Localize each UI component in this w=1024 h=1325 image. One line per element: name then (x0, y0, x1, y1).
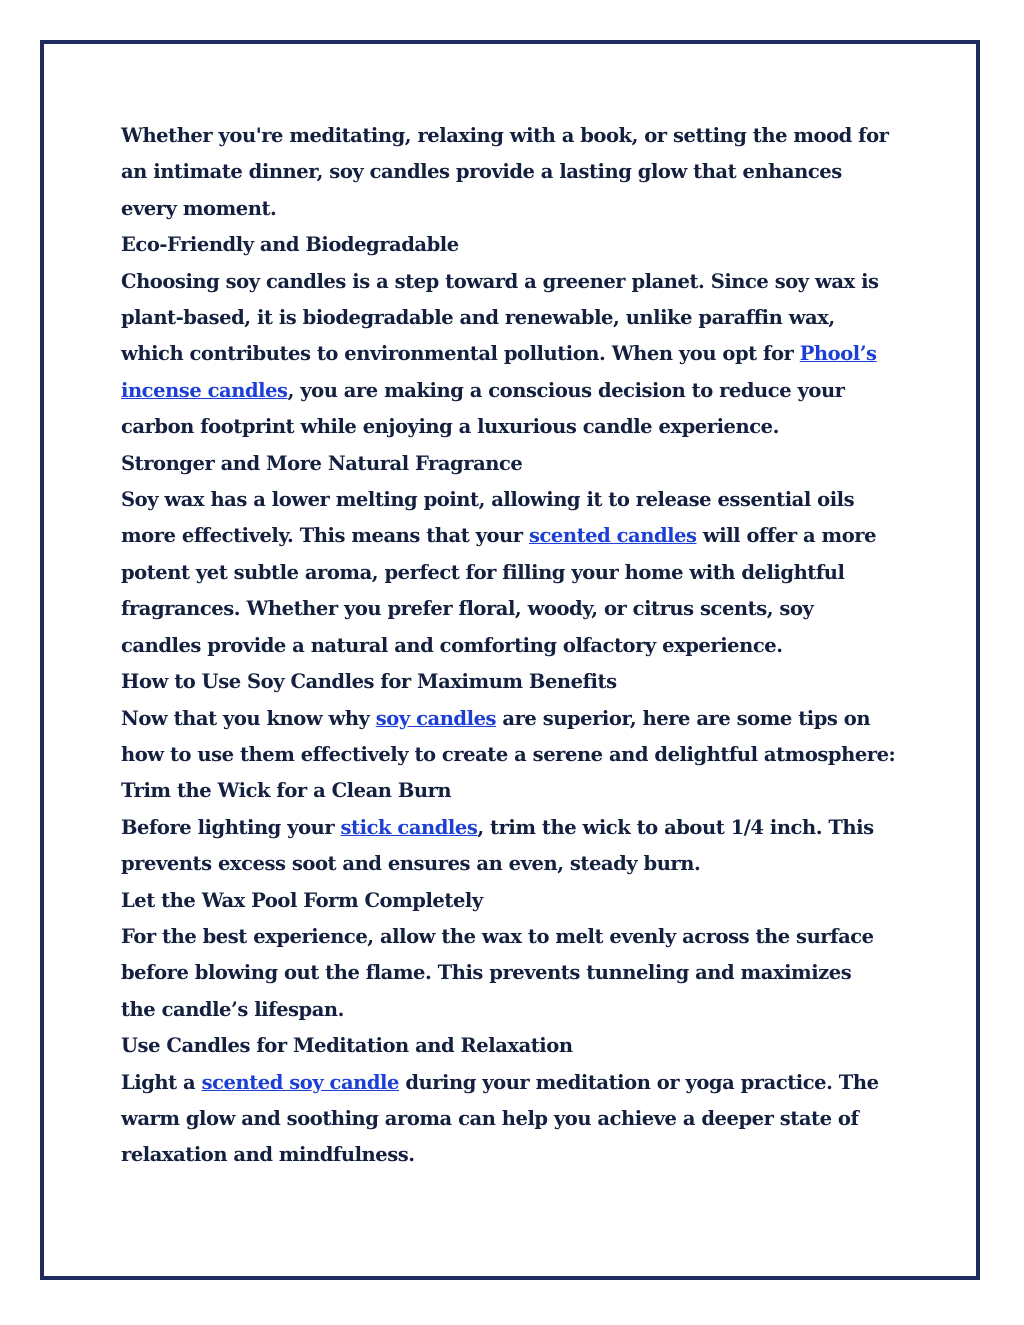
text-run: For the best experience, allow the wax to melt evenly across the surface (121, 924, 874, 948)
text-line (121, 737, 921, 773)
text-run: Soy wax has a lower melting point, allowing it to release essential oils (121, 488, 855, 512)
inline-link[interactable]: stick candles (340, 815, 478, 839)
text-run: plant-based, it is biodegradable and renewable, unlike paraffin wax, (121, 306, 835, 330)
text-line (121, 992, 921, 1028)
text-line (121, 336, 921, 372)
text-line (121, 773, 921, 809)
inline-link[interactable]: scented candles (528, 524, 697, 548)
text-run: potent yet subtle aroma, perfect for filling your home with delightful (121, 560, 845, 584)
text-line (121, 154, 921, 190)
text-line (121, 846, 921, 882)
text-run: , trim the wick to about 1/4 inch. This (477, 815, 874, 839)
text-line (121, 664, 921, 700)
text-run: more effectively. This means that your (121, 524, 529, 548)
text-run: Trim the Wick for a Clean Burn (121, 779, 452, 803)
text-run: carbon footprint while enjoying a luxurious candle experience. (121, 415, 779, 439)
text-line (121, 518, 921, 554)
document-body (121, 118, 921, 1174)
text-run: Light a (121, 1070, 202, 1094)
text-line (121, 191, 921, 227)
text-run: Stronger and More Natural Fragrance (121, 451, 523, 475)
text-line (121, 955, 921, 991)
inline-link[interactable]: Phool’s (799, 342, 877, 366)
text-line (121, 1065, 921, 1101)
text-run: Now that you know why (121, 706, 376, 730)
text-run: which contributes to environmental pollution. When you opt for (121, 342, 800, 366)
text-run: every moment. (121, 196, 277, 220)
text-run: candles provide a natural and comforting olfactory experience. (121, 633, 783, 657)
text-run: prevents excess soot and ensures an even, steady burn. (121, 852, 701, 876)
text-line (121, 227, 921, 263)
text-run: , you are making a conscious decision to reduce your (287, 378, 845, 402)
text-run: Let the Wax Pool Form Completely (121, 888, 483, 912)
inline-link[interactable]: incense candles (121, 378, 288, 402)
text-run: fragrances. Whether you prefer floral, woody, or citrus scents, soy (121, 597, 814, 621)
text-run: during your meditation or yoga practice. The (398, 1070, 879, 1094)
text-line (121, 118, 921, 154)
text-run: Use Candles for Meditation and Relaxation (121, 1034, 573, 1058)
text-run: will offer a more (696, 524, 877, 548)
text-line (121, 373, 921, 409)
text-line (121, 628, 921, 664)
text-run: the candle’s lifespan. (121, 997, 344, 1021)
text-line (121, 1028, 921, 1064)
inline-link[interactable]: scented soy candle (201, 1070, 399, 1094)
text-run: are superior, here are some tips on (496, 706, 871, 730)
text-line (121, 1101, 921, 1137)
text-run: How to Use Soy Candles for Maximum Benefits (121, 670, 617, 694)
text-line (121, 409, 921, 445)
text-run: before blowing out the flame. This prevents tunneling and maximizes (121, 961, 852, 985)
text-line (121, 446, 921, 482)
text-run: Whether you're meditating, relaxing with a book, or setting the mood for (121, 124, 889, 147)
text-line (121, 919, 921, 955)
text-line (121, 555, 921, 591)
text-line (121, 1137, 921, 1173)
inline-link[interactable]: soy candles (375, 706, 497, 730)
text-run: warm glow and soothing aroma can help you achieve a deeper state of (121, 1106, 859, 1130)
text-line (121, 701, 921, 737)
text-line (121, 482, 921, 518)
text-line (121, 883, 921, 919)
text-line (121, 264, 921, 300)
text-run: an intimate dinner, soy candles provide a lasting glow that enhances (121, 160, 842, 184)
text-line (121, 810, 921, 846)
text-run: relaxation and mindfulness. (121, 1143, 415, 1167)
text-line (121, 591, 921, 627)
text-run: Eco-Friendly and Biodegradable (121, 233, 459, 257)
text-line (121, 300, 921, 336)
text-run: Choosing soy candles is a step toward a greener planet. Since soy wax is (121, 269, 879, 293)
text-run: Before lighting your (121, 815, 341, 839)
text-run: how to use them effectively to create a serene and delightful atmosphere: (121, 742, 896, 766)
